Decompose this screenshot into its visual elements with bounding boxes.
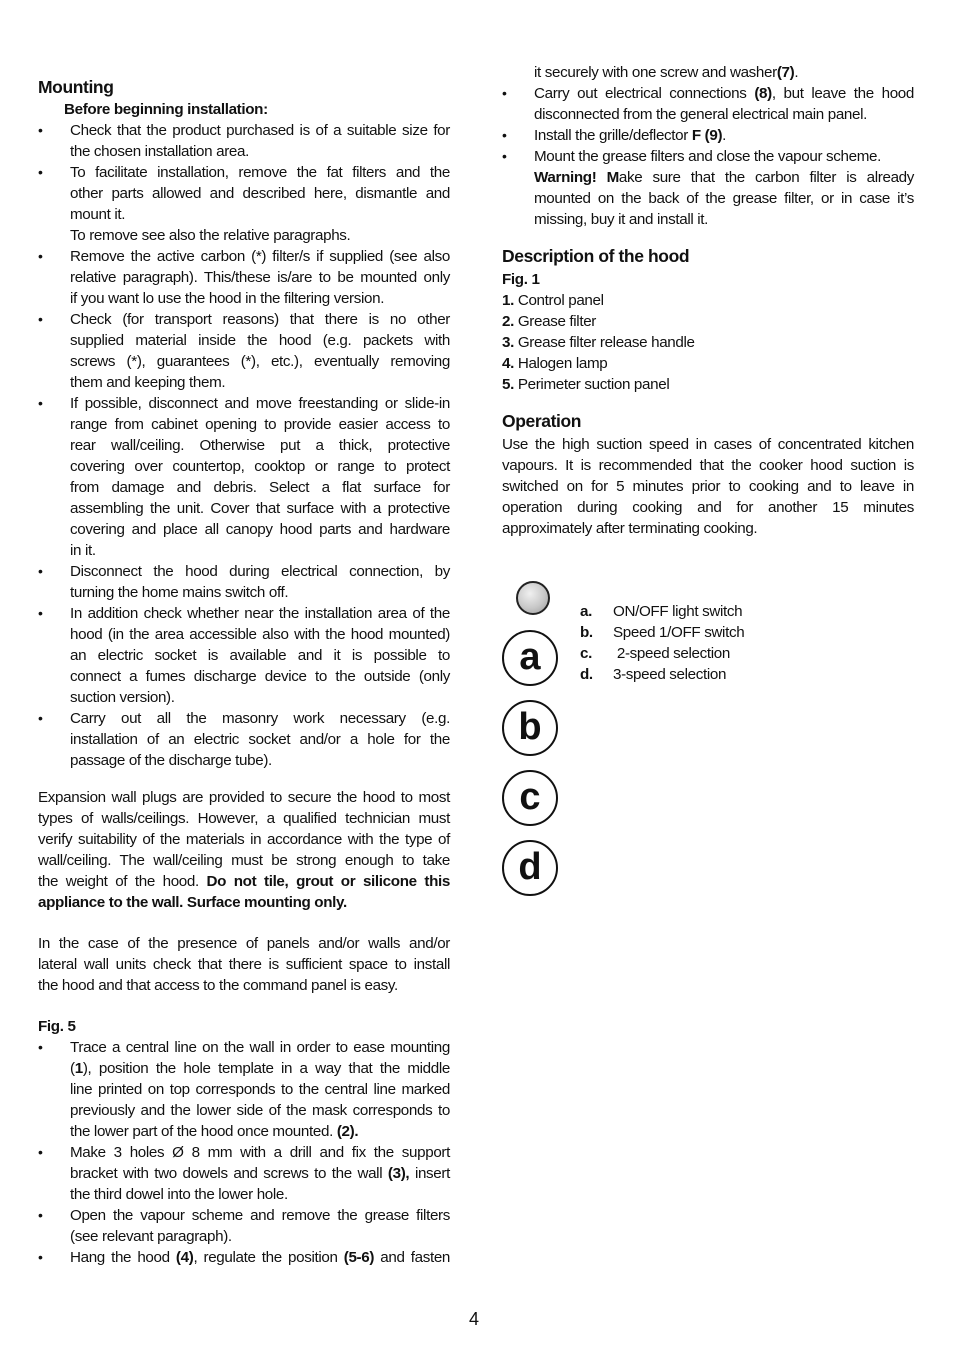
bullet: • [38,1144,43,1160]
expansion-line: Expansion wall plugs are provided to secure the hood to most [38,789,450,806]
mounting-item-line: If possible, disconnect and move freestanding or slide-in [70,395,450,412]
bullet: • [38,311,43,327]
bullet: • [38,605,43,621]
legend-label: ON/OFF light switch [613,603,743,620]
legend-label: 2-speed selection [613,645,730,662]
mounting-item-line: rear wall/ceiling. Otherwise put a thick, protective [70,437,450,454]
bullet: • [38,395,43,411]
operation-line: Use the high suction speed in cases of concentrated kitchen [502,436,914,453]
fig5-item-1-line: Trace a central line on the wall in order to ease mounting [70,1039,450,1056]
fig5-item-5-line: Carry out electrical connections (8), but leave the hood [534,85,915,102]
mounting-item-line: Remove the active carbon (*) filter/s if supplied (see also [70,248,450,265]
fig5-item-7-line: Warning! Make sure that the carbon filter is already [534,169,914,186]
bullet: • [38,1207,43,1223]
mounting-item-line: Check that the product purchased is of a suitable size for [70,122,450,139]
fig5-item-1-line: (1), position the hole template in a way that the middle [70,1060,450,1077]
mounting-item-line: passage of the discharge tube). [70,752,272,769]
mounting-item-line: supplied material inside the hood (e.g. packets with [70,332,450,349]
mounting-item-line: Carry out all the masonry work necessary (e.g. [70,710,450,727]
fig5-item-4-line: Hang the hood (4), regulate the position (5-6) and fasten [70,1249,451,1266]
mounting-item-line: Check (for transport reasons) that there is no other [70,311,450,328]
mounting-item-line: connect a fumes discharge device to the outside (only [70,668,450,685]
bullet: • [38,710,43,726]
description-item: 1. Control panel [502,292,604,309]
legend-key: a. [580,603,592,620]
bullet: • [38,563,43,579]
operation-title: Operation [502,411,582,431]
bullet: • [502,85,507,101]
mounting-item-line: hood (in the area accessible also with the hood mounted) [70,626,450,643]
mounting-item-line: Disconnect the hood during electrical connection, by [70,563,450,580]
fig5-item-3-line: (see relevant paragraph). [70,1228,232,1245]
expansion-line: wall/ceiling. The wall/ceiling must be strong enough to take [38,852,450,869]
mounting-item-line: from damage and debris. Select a flat surface for [70,479,450,496]
operation-line: vapours. It is recommended that the cooker hood suction is [502,457,914,474]
fig5-item-2-line: the third dowel into the lower hole. [70,1186,288,1203]
description-item: 3. Grease filter release handle [502,334,695,351]
fig5-item-1-line: line printed on top corresponds to the central line marked [70,1081,450,1098]
page-number: 4 [469,1309,480,1329]
description-item: 2. Grease filter [502,313,597,330]
speed-2-button[interactable]: c [502,770,558,826]
fig5-item-1-line: previously and the lower side of the mask corresponds to [70,1102,450,1119]
description-item: 4. Halogen lamp [502,355,608,372]
mounting-item-line: suction version). [70,689,175,706]
expansion-warning: appliance to the wall. Surface mounting only. [38,894,347,911]
legend-key: b. [580,624,593,641]
description-title: Description of the hood [502,246,690,266]
description-item: 5. Perimeter suction panel [502,376,670,393]
mounting-item-line: relative paragraph). This/these is/are to be mounted only [70,269,450,286]
fig5-item-5-line: disconnected from the general electrical main panel. [534,106,867,123]
fig5-item-4-line: it securely with one screw and washer(7). [534,64,799,81]
mounting-item-line: in it. [70,542,96,559]
fig5-item-1-line: the lower part of the hood once mounted. (2). [70,1123,359,1140]
lamp-indicator [516,581,550,615]
fig5-item-2-line: bracket with two dowels and screws to the wall (3), insert [70,1165,450,1182]
expansion-line: the weight of the hood. Do not tile, grout or silicone this [38,873,450,890]
mounting-item-line: To remove see also the relative paragraphs. [70,227,351,244]
bullet: • [38,164,43,180]
mounting-item-line: In addition check whether near the installation area of the [70,605,450,622]
mounting-item-line: covering over countertop, cooktop or range to protect [70,458,450,475]
light-switch-button[interactable]: a [502,630,558,686]
bullet: • [38,248,43,264]
mounting-item-line: To facilitate installation, remove the fat filters and the [70,164,450,181]
mounting-title: Mounting [38,77,114,97]
fig5-item-2-line: Make 3 holes Ø 8 mm with a drill and fix the support [70,1144,450,1161]
bullet: • [38,1249,43,1265]
mounting-item-line: mount it. [70,206,126,223]
mounting-item-line: the chosen installation area. [70,143,249,160]
mounting-item-line: an electric socket is available and it is possible to [70,647,450,664]
fig5-item-7-line: mounted on the back of the grease filter, or in case it’s [534,190,914,207]
speed-1-button[interactable]: b [502,700,558,756]
panels-line: In the case of the presence of panels and/or walls and/or [38,935,450,952]
mounting-item-line: if you want lo use the hood in the filtering version. [70,290,385,307]
operation-line: operation during cooking and for another 15 minutes [502,499,914,516]
legend-key: d. [580,666,593,683]
mounting-subtitle: Before beginning installation: [64,101,268,118]
description-fig-label: Fig. 1 [502,271,540,288]
operation-line: switched on for 5 minutes prior to cooking and to leave in [502,478,914,495]
bullet: • [502,148,507,164]
mounting-item-line: screws (*), guarantees (*), etc.), eventually removing [70,353,450,370]
mounting-item-line: assembling the unit. Cover that surface with a protective [70,500,450,517]
mounting-item-line: covering and place all canopy hood parts and hardware [70,521,450,538]
mounting-item-line: other parts allowed and described here, dismantle and [70,185,450,202]
expansion-line: verify suitability of the materials in accordance with the type of [38,831,450,848]
mounting-item-line: turning the home mains switch off. [70,584,289,601]
mounting-item-line: range from cabinet opening to provide easier access to [70,416,450,433]
speed-3-button[interactable]: d [502,840,558,896]
fig5-item-7-line: missing, buy it and install it. [534,211,709,228]
bullet: • [38,122,43,138]
panels-line: lateral wall units check that there is sufficient space to install [38,956,450,973]
fig5-item-3-line: Open the vapour scheme and remove the grease filters [70,1207,450,1224]
bullet: • [38,1039,43,1055]
legend-key: c. [580,645,592,662]
fig5-item-6-line: Install the grille/deflector F (9). [534,127,727,144]
fig5-item-7-line: Mount the grease filters and close the vapour scheme. [534,148,881,165]
expansion-line: types of walls/ceilings. However, a qualified technician must [38,810,450,827]
legend-label: 3-speed selection [613,666,727,683]
panels-line: the hood and that access to the command panel is easy. [38,977,398,994]
bullet: • [502,127,507,143]
mounting-item-line: them and keeping them. [70,374,226,391]
legend-label: Speed 1/OFF switch [613,624,745,641]
fig5-title: Fig. 5 [38,1018,76,1035]
operation-line: approximately after terminating cooking. [502,520,758,537]
mounting-item-line: installation of an electric socket and/or a hole for the [70,731,450,748]
